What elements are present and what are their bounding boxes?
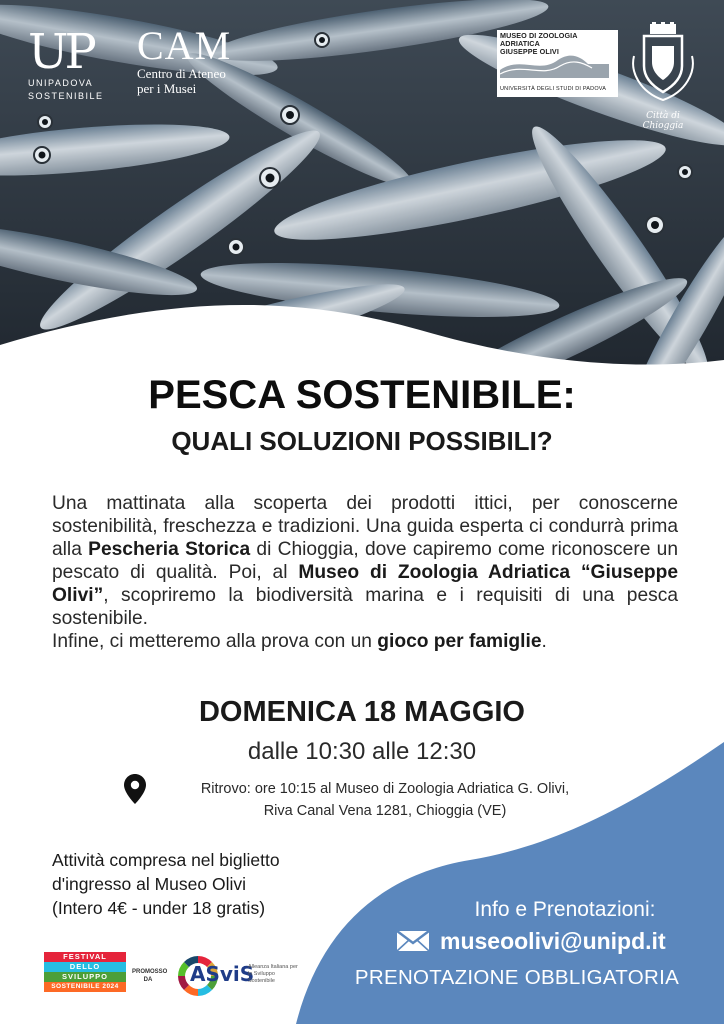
cam-line1: Centro di Ateneo [137, 66, 226, 81]
envelope-icon [396, 930, 430, 952]
festival-row2: DELLO [44, 962, 126, 972]
booking-required: PRENOTAZIONE OBBLIGATORIA [354, 966, 680, 989]
unipd-line2: SOSTENIBILE [28, 91, 104, 101]
unipd-mark: UP [28, 24, 93, 80]
meeting-line1: Ritrovo: ore 10:15 al Museo di Zoologia Adriatica G. Olivi, [200, 781, 570, 797]
title-line1: PESCA SOSTENIBILE: [148, 373, 576, 417]
event-description [52, 492, 678, 653]
highlight-pescheria: Pescheria Storica [88, 539, 251, 560]
ticket-line1: Attività compresa nel biglietto [52, 850, 280, 870]
festival-sviluppo-sostenibile-logo [44, 952, 126, 994]
festival-row4: SOSTENIBILE 2024 [44, 982, 126, 992]
description-text: Infine, ci metteremo alla prova con un [52, 631, 378, 652]
museo-line1: MUSEO DI ZOOLOGIA ADRIATICA [500, 31, 578, 48]
asvis-wordmark: ASviS [190, 962, 255, 986]
highlight-gioco: gioco per famiglie [377, 631, 542, 652]
email-row [396, 926, 666, 956]
promosso-da: PROMOSSO DA [132, 969, 168, 983]
meeting-point [150, 778, 620, 822]
description-paragraph-2 [52, 630, 678, 653]
description-text: . [541, 631, 547, 652]
asvis-logo [176, 952, 298, 1000]
ticket-line2: d'ingresso al Museo Olivi [52, 874, 246, 894]
highlight-museo: Museo di Zoologia Adriatica “Giuseppe Olivi” [52, 562, 678, 606]
title-line2: QUALI SOLUZIONI POSSIBILI? [171, 426, 553, 456]
festival-row3: SVILUPPO [44, 972, 126, 982]
info-label: Info e Prenotazioni: [474, 898, 656, 921]
museo-line2: GIUSEPPE OLIVI [500, 47, 559, 56]
description-paragraph-1 [52, 492, 678, 630]
location-pin-icon [124, 774, 146, 804]
festival-row1: FESTIVAL [44, 952, 126, 962]
museo-university: UNIVERSITÀ DEGLI STUDI DI PADOVA [500, 86, 607, 92]
description-text: , scopriremo la biodiversità marina e i requisiti di una pesca sostenibile. [52, 585, 678, 629]
description-text: Una mattinata alla scoperta dei prodotti ittici, per conoscerne sostenibilità, freschezza e tradizioni. Una guida esperta ci condurrà prima alla [52, 493, 678, 560]
chioggia-caption: Città di Chioggia [642, 111, 684, 131]
description-text: di Chioggia, dove capiremo come riconoscere un pescato di qualità. Poi, al [52, 539, 678, 583]
ticket-line3: (Intero 4€ - under 18 gratis) [52, 898, 266, 918]
unipd-line1: UNIPADOVA [28, 78, 94, 88]
meeting-line2: Riva Canal Vena 1281, Chioggia (VE) [263, 803, 507, 819]
cam-title: CAM [137, 23, 232, 68]
ticket-info [52, 848, 372, 920]
cam-line2: per i Musei [137, 81, 197, 96]
event-date: DOMENICA 18 MAGGIO [198, 696, 525, 728]
email-link[interactable]: museoolivi@unipd.it [440, 928, 666, 954]
asvis-tagline: Alleanza Italiana per lo Sviluppo Sostenibile [248, 964, 298, 984]
event-time: dalle 10:30 alle 12:30 [247, 738, 477, 765]
